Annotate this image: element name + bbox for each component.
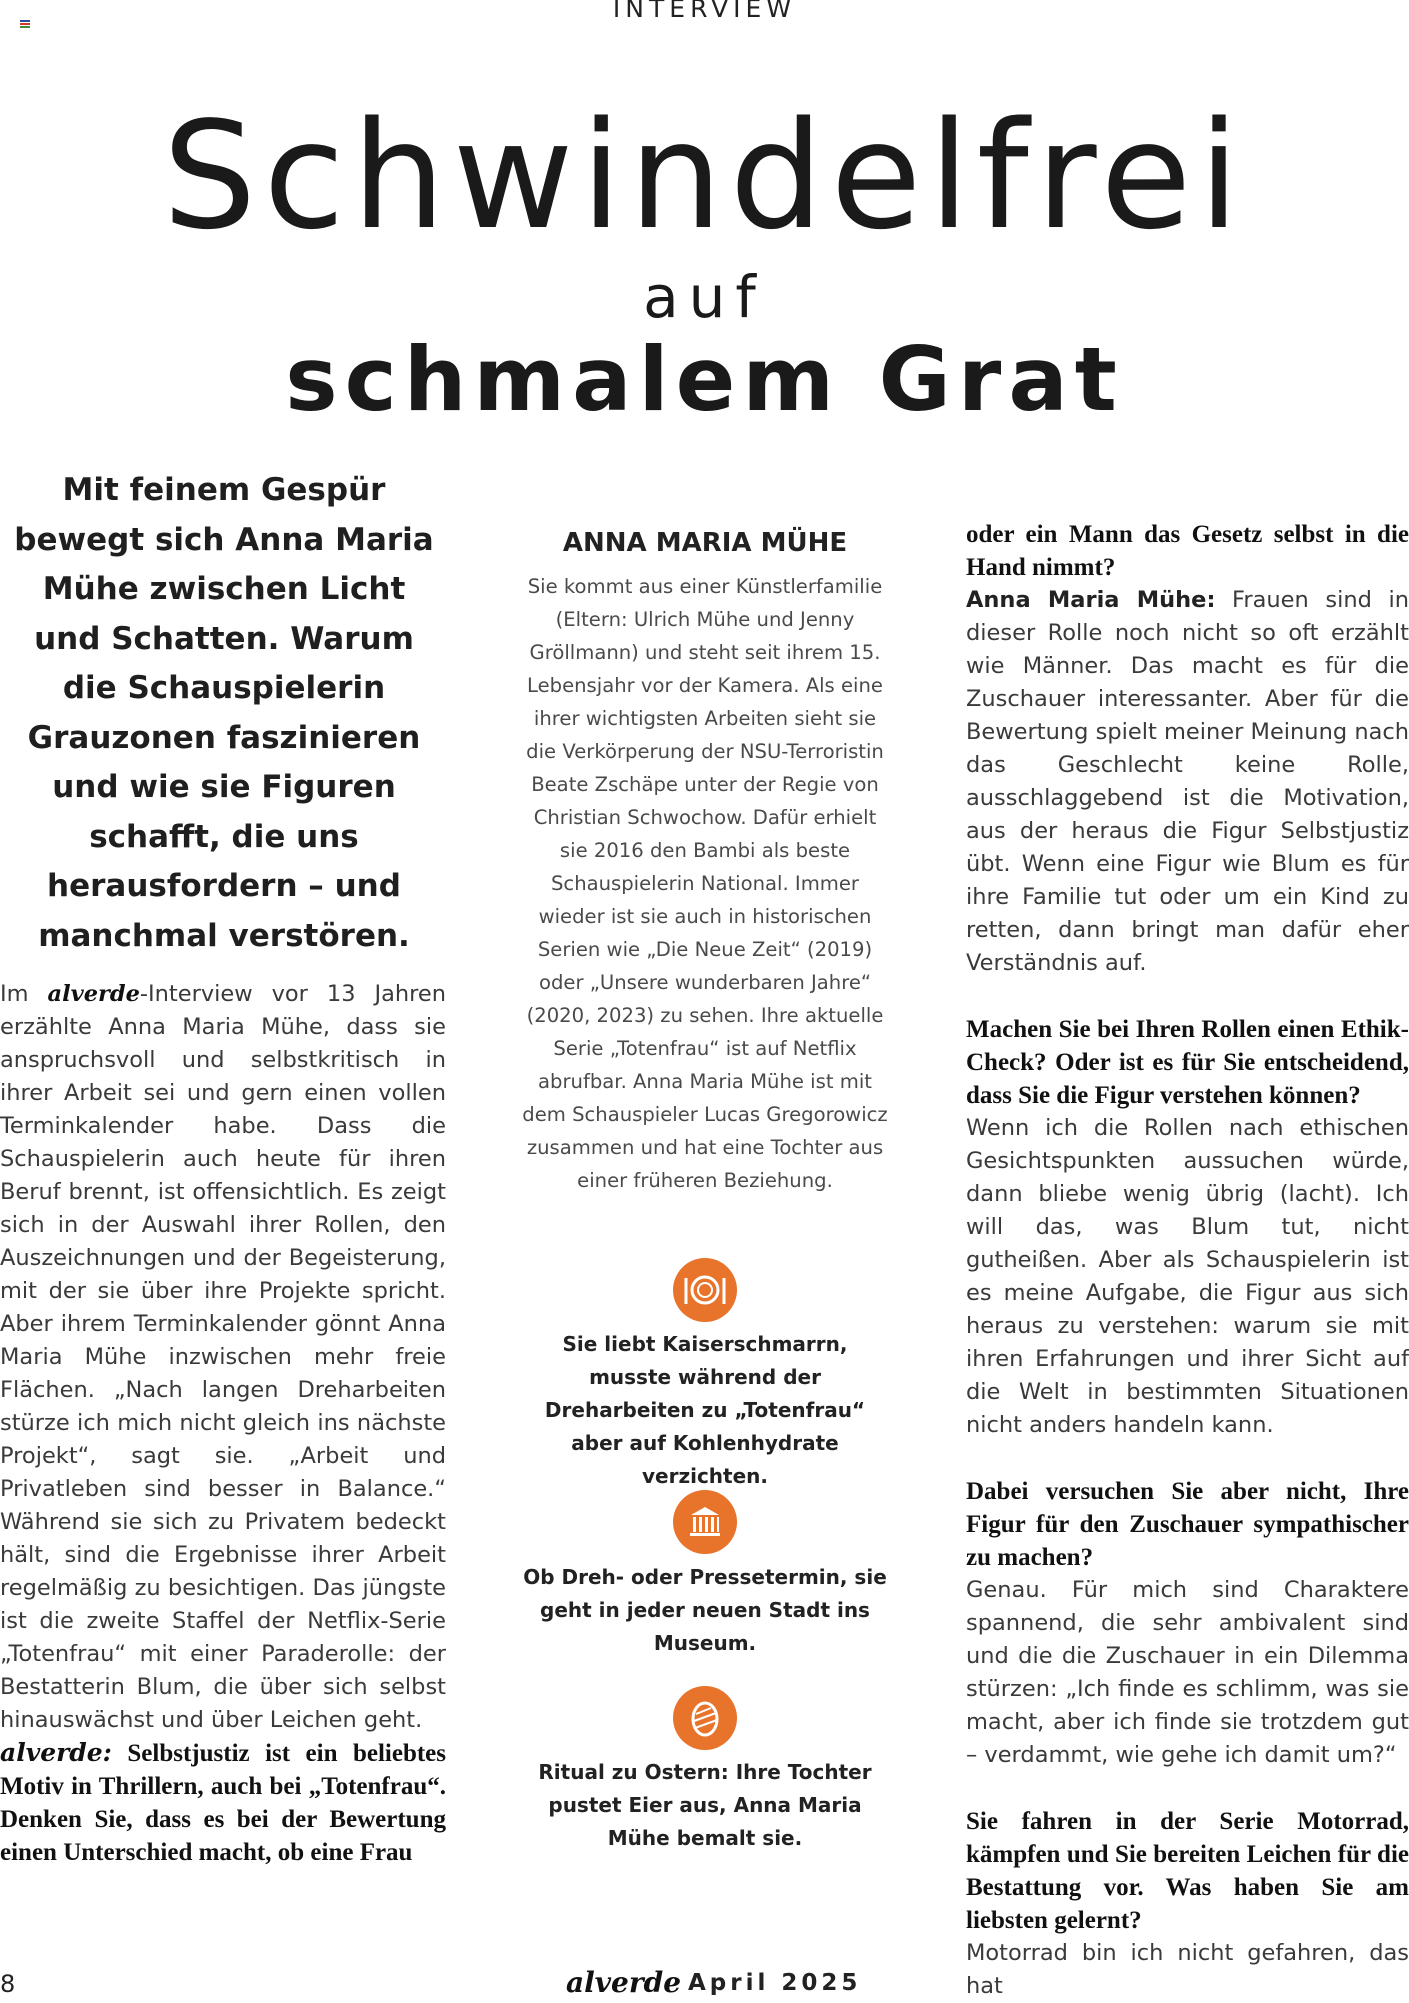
question-2: Machen Sie bei Ihren Rollen einen Ethik-Check? Oder ist es für Sie entscheidend, dass Sie die Figur verstehen können? bbox=[966, 1016, 1409, 1109]
question-4: Sie fahren in der Serie Motorrad, kämpfen und Sie bereiten Leichen für die Bestattung vor. Was haben Sie am liebsten gelernt? bbox=[966, 1808, 1409, 1934]
intro-lead: Im bbox=[0, 981, 48, 1007]
bio-text: Sie kommt aus einer Künstlerfamilie (Eltern: Ulrich Mühe und Jenny Gröllmann) und steht seit ihrem 15. Lebensjahr vor der Kamera. Als eine ihrer wichtigsten Arbeiten sieht sie die Verkörperung der NSU-Terroristin Beate Zschäpe unter der Regie von Christian Schwochow. Dafür erhielt sie 2016 den Bambi als beste Schauspielerin National. Immer wieder ist sie auch in historischen Serien wie „Die Neue Zeit“ (2019) oder „Unsere wunderbaren Jahre“ (2020, 2023) zu sehen. Ihre aktuelle Serie „Totenfrau“ ist auf Netflix abrufbar. Anna Maria Mühe ist mit dem Schauspieler Lucas Gregorowicz zusammen und hat eine Tochter aus einer früheren Beziehung. bbox=[522, 575, 888, 1192]
answer-3: Genau. Für mich sind Charaktere spannend, die sehr ambivalent sind und die die Zuschauer in ein Dilemma stürzen: „Ich finde es schlimm, was sie macht, aber ich finde sie trotzdem gut – verdammt, wie gehe ich damit um?“ bbox=[966, 1577, 1409, 1768]
intro-paragraph bbox=[0, 978, 446, 1737]
interview-column bbox=[966, 518, 1409, 2003]
page-number: 8 bbox=[0, 1970, 16, 1998]
question-3: Dabei versuchen Sie aber nicht, Ihre Figur für den Zuschauer sympathischer zu machen? bbox=[966, 1478, 1409, 1571]
question-1 bbox=[0, 1736, 446, 1869]
question-1-text: Selbstjustiz ist ein beliebtes Motiv in Thrillern, auch bei „Totenfrau“. Denken Sie, dass es bei der Bewertung einen Unterschied macht, ob eine Frau bbox=[0, 1740, 446, 1866]
headline-line-3: schmalem Grat bbox=[285, 328, 1124, 431]
easter-egg-icon bbox=[673, 1686, 737, 1750]
answer-1 bbox=[966, 584, 1409, 980]
headline-line-2: auf bbox=[643, 263, 766, 331]
fact-1-text: Sie liebt Kaiserschmarrn, musste während der Dreharbeiten zu „Totenfrau“ aber auf Kohlenhydrate verzichten. bbox=[544, 1332, 866, 1488]
bio-heading: ANNA MARIA MÜHE bbox=[562, 528, 848, 558]
intro-brand: alverde bbox=[47, 981, 140, 1007]
plate-cutlery-icon bbox=[673, 1258, 737, 1322]
question-brand: alverde: bbox=[0, 1738, 112, 1767]
footer-issue: April 2025 bbox=[688, 1970, 862, 1996]
fact-2-text: Ob Dreh- oder Pressetermin, sie geht in jeder neuen Stadt ins Museum. bbox=[523, 1565, 887, 1655]
intro-text: -Interview vor 13 Jahren erzählte Anna Maria Mühe, dass sie anspruchsvoll und selbstkritisch in ihrer Arbeit sei und gern einen vollen Terminkalender habe. Dass die Schauspielerin auch heute für ihren Beruf brennt, ist offensichtlich. Es zeigt sich in der Auswahl ihrer Rollen, den Auszeichnungen und der Begeisterung, mit der sie über ihre Projekte spricht. Aber ihrem Terminkalender gönnt Anna Maria Mühe inzwischen mehr freie Flächen. „Nach langen Dreharbeiten stürze ich mich nicht gleich ins nächste Projekt“, sagt sie. „Arbeit und Privatleben sind besser in Balance.“ Während sie sich zu Privatem bedeckt hält, sind die Ergebnisse ihrer Arbeit regelmäßig zu besichtigen. Das jüngste ist die zweite Staffel der Netflix-Serie „Totenfrau“ mit einer Paraderolle: der Bestatterin Blum, die über sich selbst hinauswächst und über Leichen geht. bbox=[0, 981, 446, 1733]
fact-3-text: Ritual zu Ostern: Ihre Tochter pustet Eier aus, Anna Maria Mühe bemalt sie. bbox=[538, 1760, 872, 1850]
question-1-continued: oder ein Mann das Gesetz selbst in die Hand nimmt? bbox=[966, 521, 1409, 581]
answer-2: Wenn ich die Rollen nach ethischen Gesichtspunkten aussuchen würde, dann bliebe wenig übrig (lacht). Ich will das, was Blum tut, nicht gutheißen. Aber als Schauspielerin ist es meine Aufgabe, die Figur aus sich heraus zu verstehen: warum sie mit ihren Erfahrungen und ihrer Sicht auf die Welt in bestimmten Situationen nicht anders handeln kann. bbox=[966, 1115, 1409, 1438]
speaker-label: Anna Maria Mühe: bbox=[966, 587, 1216, 613]
section-label: INTERVIEW bbox=[612, 0, 797, 23]
answer-1-text: Frauen sind in dieser Rolle noch nicht so oft erzählt wie Männer. Das macht es für die Zuschauer interessanter. Aber für die Bewertung spielt meiner Meinung nach das Geschlecht keine Rolle, ausschlaggebend ist die Motivation, aus der heraus die Figur Selbstjustiz übt. Wenn eine Figur wie Blum es für ihre Familie tut oder um ein Kind zu retten, dann bringt man dafür eher Verständnis auf. bbox=[966, 587, 1409, 976]
footer-brand-logo: alverde bbox=[566, 1966, 682, 1999]
teaser-text: Mit feinem Gespür bewegt sich Anna Maria Mühe zwischen Licht und Schatten. Warum die Schauspielerin Grauzonen faszinieren und wie sie Figuren schafft, die uns herausfordern – und manchmal verstören. bbox=[14, 472, 434, 954]
museum-icon bbox=[673, 1490, 737, 1554]
headline-line-1: Schwindelfrei bbox=[162, 90, 1247, 262]
answer-4: Motorrad bin ich nicht gefahren, das hat bbox=[966, 1940, 1409, 1999]
